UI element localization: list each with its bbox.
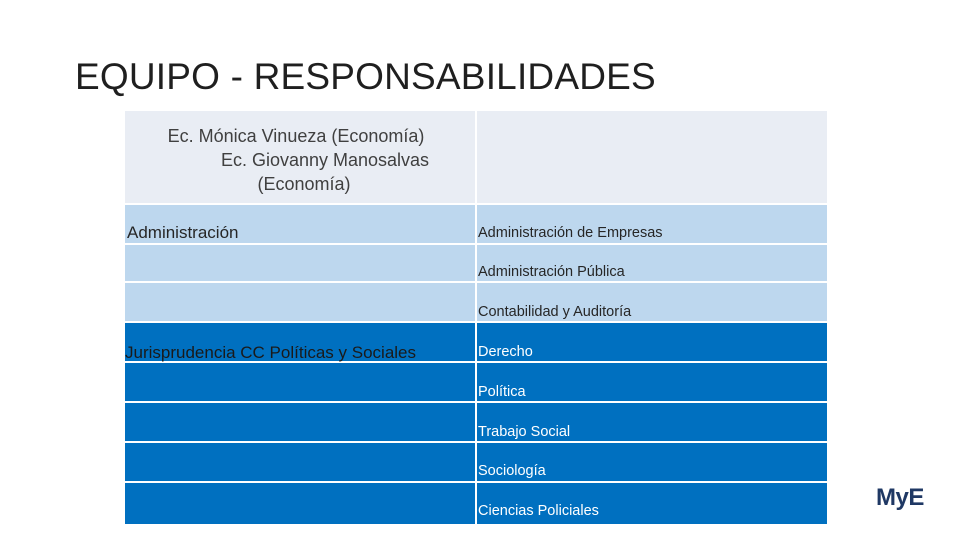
program-administracion-empresas: Administración de Empresas bbox=[478, 225, 663, 241]
table-cell bbox=[125, 443, 475, 481]
program-ciencias-policiales: Ciencias Policiales bbox=[478, 503, 599, 519]
group-label-administracion: Administración bbox=[127, 223, 239, 242]
slide-title: EQUIPO - RESPONSABILIDADES bbox=[75, 56, 656, 97]
program-contabilidad-auditoria: Contabilidad y Auditoría bbox=[478, 304, 632, 320]
team-member-2-field: (Economía) bbox=[257, 174, 351, 194]
table-cell bbox=[125, 403, 475, 441]
table-cell bbox=[125, 283, 475, 321]
table-row bbox=[125, 403, 827, 443]
table-row bbox=[125, 483, 827, 524]
table-row bbox=[125, 283, 827, 323]
team-member-1: Ec. Mónica Vinueza (Economía) bbox=[167, 126, 425, 146]
team-member-2: Ec. Giovanny Manosalvas bbox=[220, 150, 430, 170]
table-row bbox=[125, 363, 827, 403]
table-cell bbox=[125, 245, 475, 281]
table-cell bbox=[125, 363, 475, 401]
header-left-cell bbox=[125, 111, 475, 203]
table-header-row bbox=[125, 111, 827, 205]
mye-logo: MyE bbox=[876, 484, 924, 511]
program-sociologia: Sociología bbox=[478, 463, 546, 479]
responsibilities-table bbox=[125, 111, 827, 524]
group-label-jurisprudencia: Jurisprudencia CC Políticas y Sociales bbox=[125, 343, 417, 362]
team-members bbox=[125, 124, 475, 196]
program-administracion-publica: Administración Pública bbox=[478, 264, 625, 280]
table-row bbox=[125, 443, 827, 483]
table-row bbox=[125, 245, 827, 283]
table-cell bbox=[475, 363, 827, 401]
program-politica: Política bbox=[478, 384, 526, 400]
table-cell bbox=[125, 483, 475, 524]
program-trabajo-social: Trabajo Social bbox=[478, 424, 571, 440]
header-right-cell bbox=[475, 111, 827, 203]
program-derecho: Derecho bbox=[478, 344, 533, 360]
